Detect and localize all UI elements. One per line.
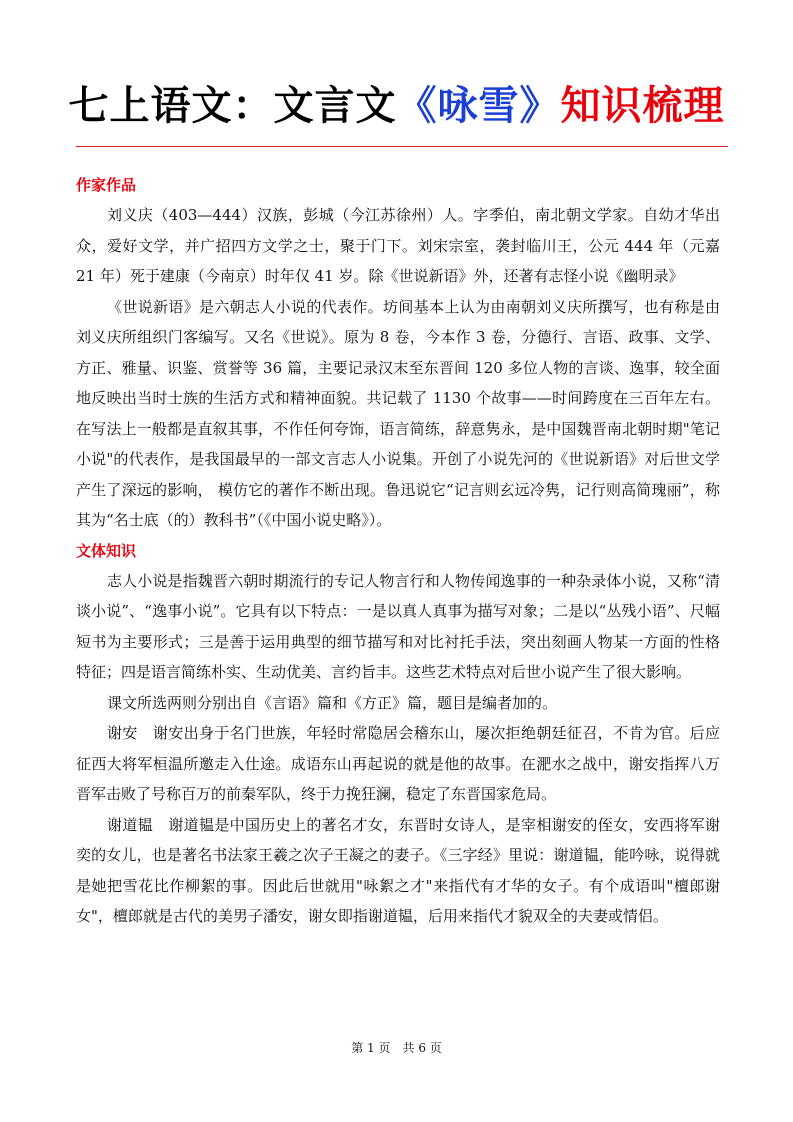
document-body bbox=[76, 170, 720, 932]
paragraph-shishuo-xinyu: 《世说新语》是六朝志人小说的代表作。坊间基本上认为由南朝刘义庆所撰写，也有称是由刘义庆所组织门客编写。又名《世说》。原为 8 卷，今本作 3 卷，分德行、言语、政事、文学、方正、雅量、识鉴、赏誉等 36 篇，主要记录汉末至东晋间 120 多位人物的言谈、逸事，较全面地反映出当时士族的生活方式和精神面貌。共记载了 1130 个故事——时间跨度在三百年左右。在写法上一般都是直叙其事，不作任何夸饰，语言简练，辞意隽永，是中国魏晋南北朝时期"笔记小说"的代表作，是我国最早的一部文言志人小说集。开创了小说先河的《世说新语》对后世文学产生了深远的影响， 模仿它的著作不断出现。鲁迅说它“记言则玄远冷隽，记行则高简瑰丽”，称其为“名士底（的）教科书”（《中国小说史略》）。 bbox=[76, 297, 720, 529]
paragraph-author-bio: 刘义庆（403—444）汉族，彭城（今江苏徐州）人。字季伯，南北朝文学家。自幼才华出众，爱好文学，并广招四方文学之士，聚于门下。刘宋宗室，袭封临川王，公元 444 年（元嘉 21 年）死于建康（今南京）时年仅 41 岁。除《世说新语》外，还著有志怪小说《幽明录》 bbox=[76, 206, 720, 285]
paragraph-xie-daoyun: 谢道韫 谢道韫是中国历史上的著名才女，东晋时女诗人，是宰相谢安的侄女，安西将军谢奕的女儿，也是著名书法家王羲之次子王凝之的妻子。《三字经》里说：谢道韫，能吟咏，说得就是她把雪花比作柳絮的事。因此后世就用"咏絮之才"来指代有才华的女子。有个成语叫"檀郎谢女"，檀郎就是古代的美男子潘安，谢女即指谢道韫，后用来指代才貌双全的夫妻或情侣。 bbox=[76, 815, 720, 925]
title-suffix: 知识梳理 bbox=[560, 83, 725, 129]
section-heading-genre: 文体知识 bbox=[76, 541, 137, 560]
page-footer: 第 1 页 共 6 页 bbox=[351, 1041, 442, 1055]
page-title bbox=[0, 78, 793, 134]
paragraph-xie-an: 谢安 谢安出身于名门世族，年轻时常隐居会稽东山，屡次拒绝朝廷征召，不肯为官。后应征西大将军桓温所邀走入仕途。成语东山再起说的就是他的故事。在淝水之战中，谢安指挥八万晋军击败了号称百万的前秦军队，终于力挽狂澜，稳定了东晋国家危局。 bbox=[76, 724, 720, 803]
section-heading-author: 作家作品 bbox=[76, 176, 137, 194]
title-divider bbox=[76, 146, 728, 147]
paragraph-zhiren-xiaoshuo: 志人小说是指魏晋六朝时期流行的专记人物言行和人物传闻逸事的一种杂录体小说，又称“清谈小说”、“逸事小说”。它具有以下特点：一是以真人真事为描写对象；二是以“丛残小语”、尺幅短书为主要形式；三是善于运用典型的细节描写和对比衬托手法，突出刻画人物某一方面的性格特征；四是语言简练朴实、生动优美、言约旨丰。这些艺术特点对后世小说产生了很大影响。 bbox=[76, 571, 720, 681]
title-lesson-name: 咏雪 bbox=[437, 83, 520, 129]
title-left-quote: 《 bbox=[396, 83, 438, 129]
title-right-quote: 》 bbox=[519, 83, 561, 129]
title-prefix: 七上语文：文言文 bbox=[68, 83, 397, 129]
paragraph-source-note: 课文所选两则分别出自《言语》篇和《方正》篇，题目是编者加的。 bbox=[107, 693, 558, 712]
